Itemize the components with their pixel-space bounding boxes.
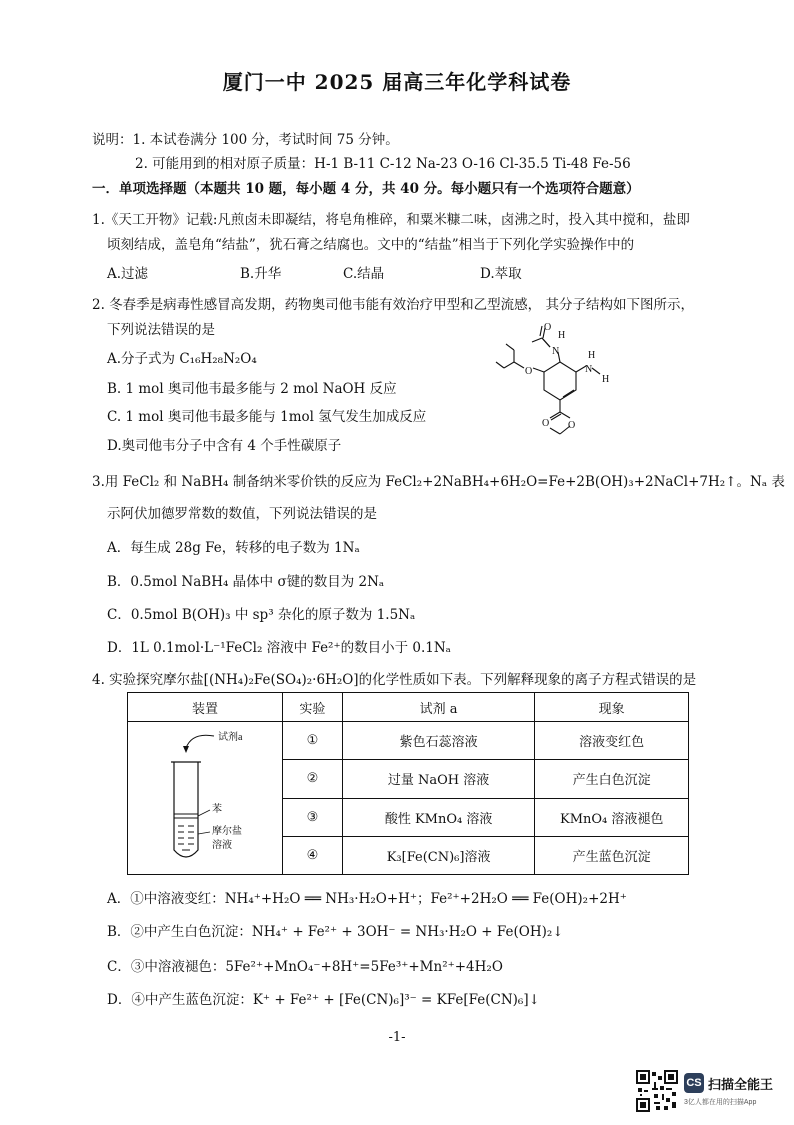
table-row	[128, 722, 689, 760]
question-2-line-2: 下列说法错误的是	[107, 322, 215, 338]
q1-option-d: D.萃取	[480, 266, 522, 282]
q4-option-c: C．③中溶液褪色：5Fe²⁺+MnO₄⁻+8H⁺=5Fe³⁺+Mn²⁺+4H₂O	[107, 959, 503, 975]
q1-option-b: B.升华	[240, 266, 282, 282]
camscanner-logo-icon: CS	[684, 1073, 704, 1093]
reagent-3: 酸性 KMnO₄ 溶液	[342, 798, 535, 836]
q2-option-c: C. 1 mol 奥司他韦最多能与 1mol 氢气发生加成反应	[107, 409, 427, 425]
atom-h-amine-1: H	[588, 350, 596, 361]
question-1-line-1: 1.《天工开物》记载:凡煎卤未即凝结，将皂角椎碎，和粟米糠二味，卤沸之时，投入其中搅和，盐即	[92, 212, 690, 228]
q3-option-d: D．1L 0.1mol·L⁻¹FeCl₂ 溶液中 Fe²⁺的数目小于 0.1Nₐ	[107, 640, 451, 656]
label-salt-solution-2: 溶液	[211, 840, 232, 851]
section-heading: 一．单项选择题（本题共 10 题，每小题 4 分，共 40 分。每小题只有一个选项符合题意）	[92, 181, 640, 197]
experiment-table	[127, 692, 689, 875]
header-reagent: 试剂 a	[342, 693, 535, 722]
exam-title: 厦门一中 2025 届高三年化学科试卷	[222, 70, 572, 94]
atom-n-amine: N	[585, 364, 593, 375]
question-2-line-1: 2. 冬春季是病毒性感冒高发期，药物奥司他韦能有效治疗甲型和乙型流感， 其分子结构如下图所示，	[92, 297, 694, 313]
q2-option-d: D.奥司他韦分子中含有 4 个手性碳原子	[107, 438, 342, 454]
notes-line-2: 2. 可能用到的相对原子质量：H-1 B-11 C-12 Na-23 O-16 Cl-35.5 Ti-48 Fe-56	[135, 156, 631, 172]
q1-option-c: C.结晶	[343, 266, 385, 282]
scanner-tagline: 3亿人都在用的扫描App	[684, 1099, 757, 1106]
exp-3: ③	[282, 798, 342, 836]
label-benzene: 苯	[211, 804, 222, 815]
oseltamivir-structure	[488, 322, 618, 460]
q3-option-b: B．0.5mol NaBH₄ 晶体中 σ键的数目为 2Nₐ	[107, 574, 385, 590]
label-salt-solution-1: 摩尔盐	[211, 826, 242, 837]
q4-option-a: A．①中溶液变红：NH₄⁺+H₂O ══ NH₃·H₂O+H⁺；Fe²⁺+2H₂O ══ Fe(OH)₂+2H⁺	[107, 891, 627, 907]
question-3-line-2: 示阿伏加德罗常数的数值，下列说法错误的是	[107, 506, 377, 522]
result-4: 产生蓝色沉淀	[535, 836, 689, 874]
atom-o-carbonyl: O	[544, 322, 552, 333]
atom-h-amine-2: H	[602, 374, 610, 385]
scanner-app-name: 扫描全能王	[708, 1077, 774, 1092]
q2-option-a: A.分子式为 C₁₆H₂₈N₂O₄	[107, 351, 257, 367]
reagent-2: 过量 NaOH 溶液	[342, 760, 535, 798]
exp-4: ④	[282, 836, 342, 874]
result-2: 产生白色沉淀	[535, 760, 689, 798]
q4-option-d: D．④中产生蓝色沉淀：K⁺ + Fe²⁺ + [Fe(CN)₆]³⁻ = KFe[Fe(CN)₆]↓	[107, 992, 540, 1008]
question-3-line-1: 3.用 FeCl₂ 和 NaBH₄ 制备纳米零价铁的反应为 FeCl₂+2NaBH₄+6H₂O=Fe+2B(OH)₃+2NaCl+7H₂↑。Nₐ 表	[92, 474, 785, 490]
header-experiment: 实验	[282, 693, 342, 722]
atom-n-amide: N	[552, 346, 560, 357]
reagent-4: K₃[Fe(CN)₆]溶液	[342, 836, 535, 874]
label-reagent-a: 试剂a	[217, 732, 243, 743]
header-observation: 现象	[535, 693, 689, 722]
reagent-1: 紫色石蕊溶液	[342, 722, 535, 760]
atom-o-ester-double: O	[542, 418, 550, 429]
q4-option-b: B．②中产生白色沉淀：NH₄⁺ + Fe²⁺ + 3OH⁻ = NH₃·H₂O + Fe(OH)₂↓	[107, 924, 564, 940]
q3-option-a: A．每生成 28g Fe，转移的电子数为 1Nₐ	[107, 540, 360, 556]
qr-code-icon	[636, 1070, 678, 1112]
header-apparatus: 装置	[128, 693, 283, 722]
page-number: -1-	[388, 1030, 406, 1045]
result-1: 溶液变红色	[535, 722, 689, 760]
exp-2: ②	[282, 760, 342, 798]
atom-h-amide: H	[558, 330, 566, 341]
atom-o-ether: O	[525, 366, 533, 377]
exp-1: ①	[282, 722, 342, 760]
atom-o-ester: O	[568, 420, 576, 431]
test-tube-diagram	[130, 722, 280, 870]
question-4-line-1: 4. 实验探究摩尔盐[(NH₄)₂Fe(SO₄)₂·6H₂O]的化学性质如下表。下列解释现象的离子方程式错误的是	[92, 672, 697, 688]
question-1-line-2: 顷刻结成，盖皂角“结盐”，犹石膏之结腐也。文中的“结盐”相当于下列化学实验操作中的	[107, 237, 635, 253]
q1-option-a: A.过滤	[107, 266, 149, 282]
q2-option-b: B. 1 mol 奥司他韦最多能与 2 mol NaOH 反应	[107, 381, 397, 397]
apparatus-cell	[128, 722, 283, 875]
q3-option-c: C．0.5mol B(OH)₃ 中 sp³ 杂化的原子数为 1.5Nₐ	[107, 607, 416, 623]
table-header-row	[128, 693, 689, 722]
result-3: KMnO₄ 溶液褪色	[535, 798, 689, 836]
notes-line-1: 说明：1. 本试卷满分 100 分，考试时间 75 分钟。	[92, 132, 399, 148]
